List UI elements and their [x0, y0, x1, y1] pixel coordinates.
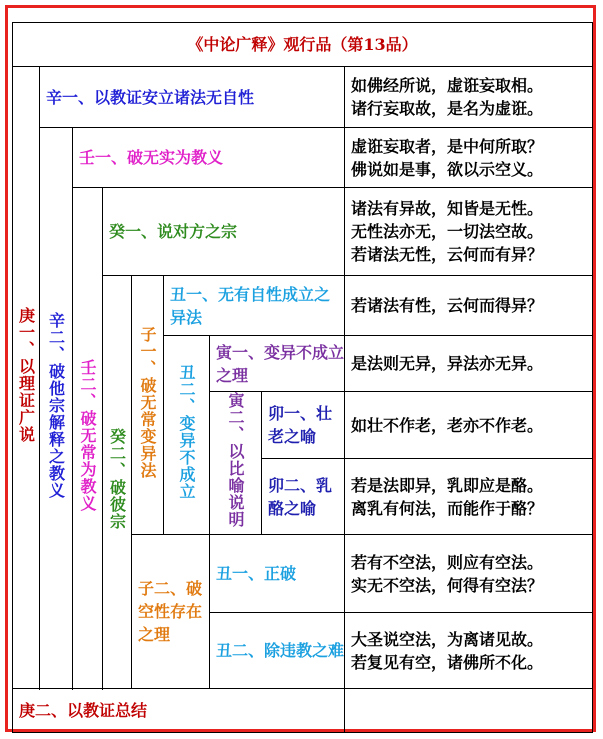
verse-4: 若诸法有性，云何而得异？	[345, 276, 593, 336]
outline-table	[12, 22, 593, 733]
gui2-label: 癸二、破彼宗	[107, 428, 127, 530]
verse-5: 是法则无异，异法亦无异。	[345, 336, 593, 392]
ren2-label: 壬二、破无常为教义	[78, 358, 97, 512]
xin2-label: 辛二、破他宗解释之教义	[46, 311, 66, 499]
verse-6: 如壮不作老，老亦不作老。	[345, 392, 593, 459]
verse-8: 若有不空法，则应有空法。 实无不空法，何得有空法？	[345, 535, 593, 613]
zi2-heading: 子二、破空性存在之理	[132, 535, 210, 689]
geng1-label: 庚一、以理证广说	[16, 306, 36, 443]
verse-3: 诸法有异故，知皆是无性。 无性法亦无，一切法空故。 若诸法无性，云何而有异？	[345, 188, 593, 276]
chou1-heading: 丑一、无有自性成立之异法	[164, 276, 345, 336]
verse-7: 若是法即异，乳即应是酪。 离乳有何法，而能作于酪？	[345, 459, 593, 535]
ren1-heading: 壬一、破无实为教义	[73, 128, 345, 188]
geng1-heading	[13, 67, 40, 689]
geng2-heading: 庚二、以教证总结	[13, 689, 345, 733]
chou2b-heading: 丑二、除违教之难	[210, 613, 345, 689]
chou1b-heading: 丑一、正破	[210, 535, 345, 613]
yin2-label: 寅二、以比喻说明	[226, 392, 245, 528]
xin1-heading: 辛一、以教证安立诸法无自性	[40, 67, 345, 128]
gui2-heading	[103, 276, 132, 689]
chou2-heading	[164, 336, 210, 535]
mao1-heading: 卯一、壮老之喻	[262, 392, 345, 459]
yin2-heading	[210, 392, 262, 535]
yin1-heading: 寅一、变异不成立之理	[210, 336, 345, 392]
verse-10	[345, 689, 593, 733]
page-title: 《中论广释》观行品（第13品）	[13, 23, 593, 67]
zi1-label: 子一、破无常变异法	[138, 325, 157, 479]
ren2-heading	[73, 188, 103, 689]
mao2-heading: 卯二、乳酪之喻	[262, 459, 345, 535]
zi1-heading	[132, 276, 164, 535]
chou2-label: 丑二、变异不成立	[177, 364, 196, 500]
verse-1: 如佛经所说，虚诳妄取相。 诸行妄取故，是名为虚诳。	[345, 67, 593, 128]
verse-9: 大圣说空法，为离诸见故。 若复见有空，诸佛所不化。	[345, 613, 593, 689]
verse-2: 虚诳妄取者，是中何所取？ 佛说如是事，欲以示空义。	[345, 128, 593, 188]
xin2-heading	[40, 128, 73, 689]
gui1-heading: 癸一、说对方之宗	[103, 188, 345, 276]
